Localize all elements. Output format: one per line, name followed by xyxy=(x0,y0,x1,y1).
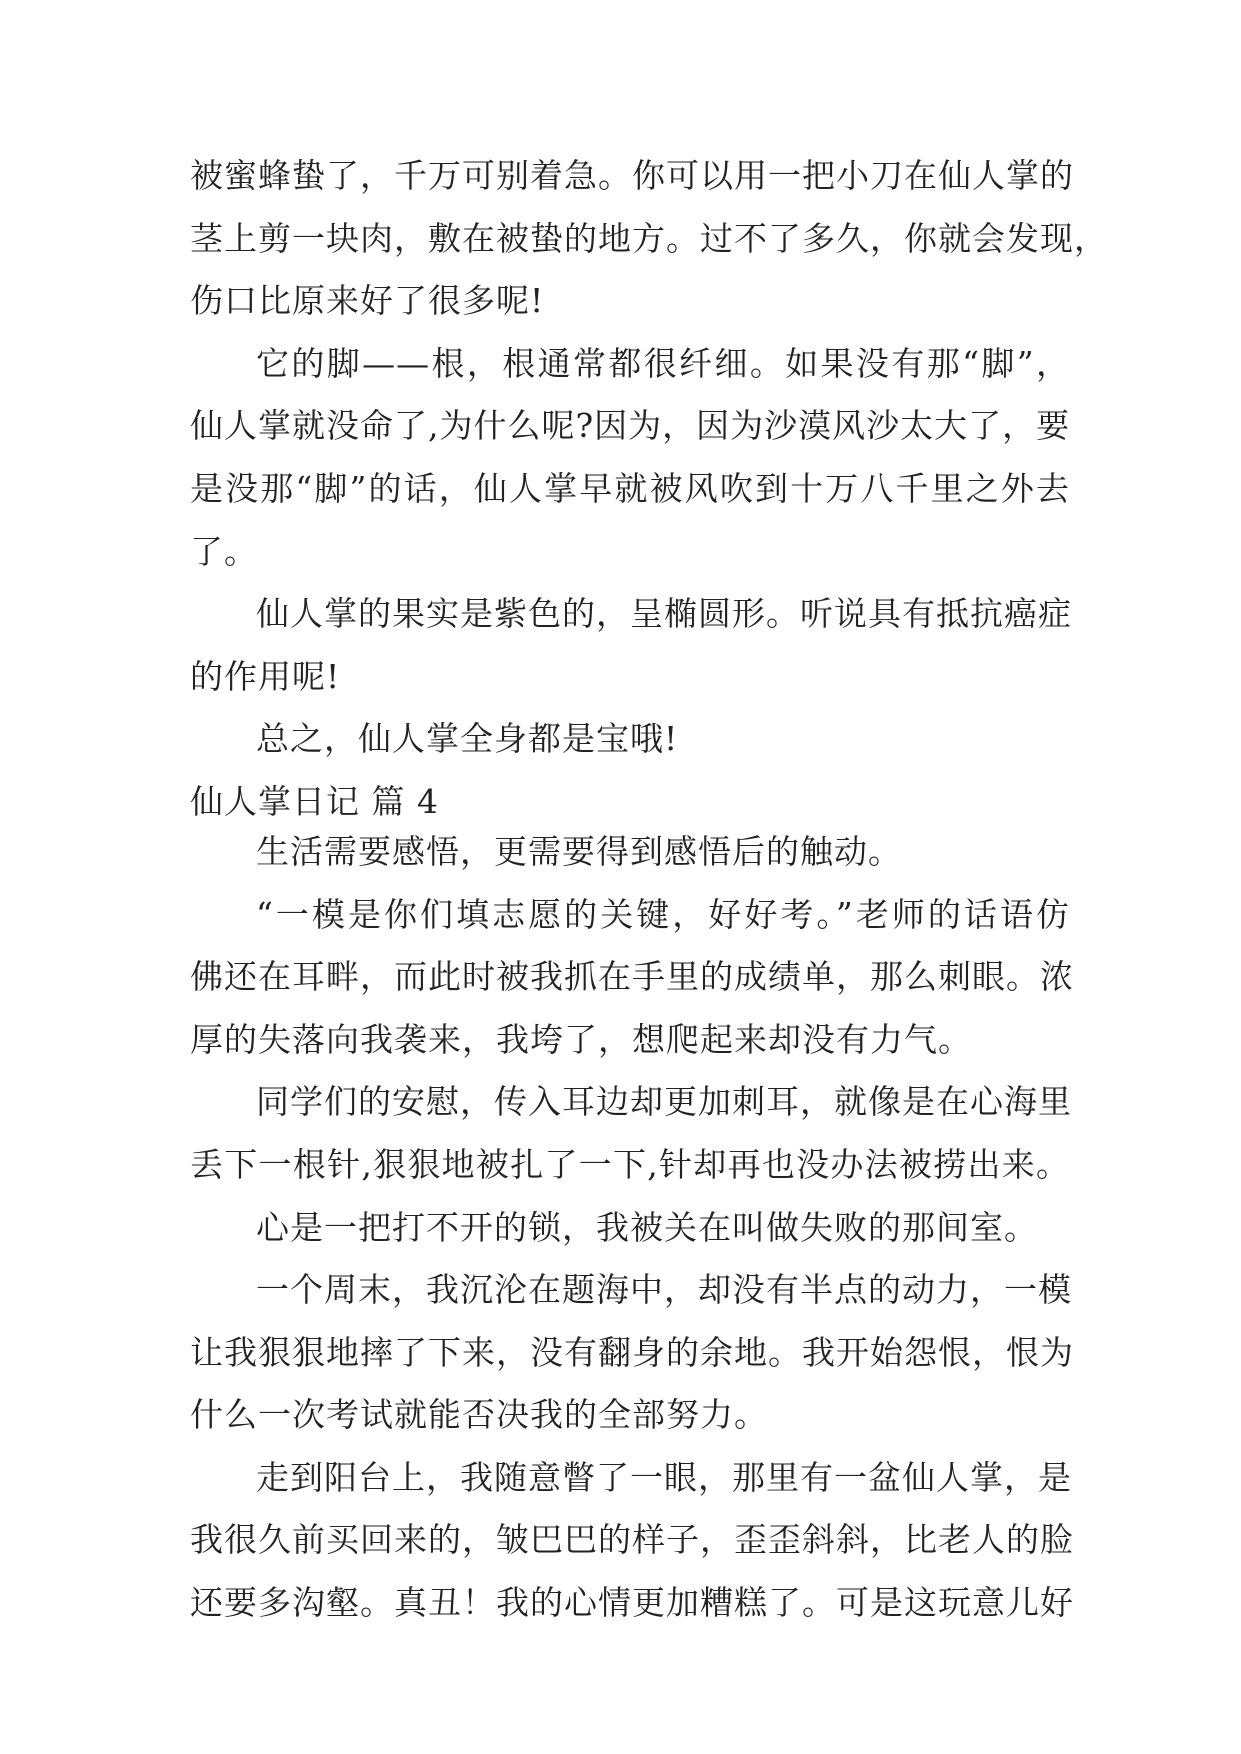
text-line: 心是一把打不开的锁，我被关在叫做失败的那间室。 xyxy=(256,1207,1038,1247)
text-line: 被蜜蜂蛰了，千万可别着急。你可以用一把小刀在仙人掌的 xyxy=(190,156,1074,195)
text-line: 的作用呢! xyxy=(190,656,341,696)
text-line: 让我狠狠地摔了下来，没有翻身的余地。我开始怨恨，恨为 xyxy=(190,1332,1074,1372)
text-line: 仙人掌的果实是紫色的，呈椭圆形。听说具有抵抗癌症 xyxy=(256,594,1072,634)
text-line: 同学们的安慰，传入耳边却更加刺耳，就像是在心海里 xyxy=(256,1082,1072,1122)
document-body xyxy=(190,155,1108,1645)
text-line: 什么一次考试就能否决我的全部努力。 xyxy=(190,1395,768,1435)
text-line: 厚的失落向我袭来，我垮了，想爬起来却没有力气。 xyxy=(190,1019,972,1059)
text-line: 总之，仙人掌全身都是宝哦! xyxy=(256,719,679,759)
text-line: 茎上剪一块肉，敷在被蛰的地方。过不了多久，你就会发现， xyxy=(190,218,1108,258)
text-line: 生活需要感悟，更需要得到感悟后的触动。 xyxy=(256,831,902,871)
text-line: 走到阳台上，我随意瞥了一眼，那里有一盆仙人掌，是 xyxy=(256,1457,1072,1497)
text-line: 了。 xyxy=(190,531,258,571)
text-line: 丢下一根针,狠狠地被扎了一下,针却再也没办法被捞出来。 xyxy=(190,1144,1070,1184)
text-line: 是没那“脚”的话，仙人掌早就被风吹到十万八千里之外去 xyxy=(190,468,1070,508)
text-line: 佛还在耳畔，而此时被我抓在手里的成绩单，那么刺眼。浓 xyxy=(190,957,1074,997)
text-line: 我很久前买回来的，皱巴巴的样子，歪歪斜斜，比老人的脸 xyxy=(190,1520,1074,1560)
text-line: 仙人掌就没命了,为什么呢?因为，因为沙漠风沙太大了，要 xyxy=(190,406,1071,446)
section-heading: 仙人掌日记 篇 4 xyxy=(190,781,439,821)
text-line: 还要多沟壑。真丑！我的心情更加糟糕了。可是这玩意儿好 xyxy=(190,1583,1074,1623)
text-line: 它的脚——根，根通常都很纤细。如果没有那“脚”， xyxy=(256,343,1070,383)
text-line: 伤口比原来好了很多呢! xyxy=(190,281,545,321)
text-line: 一个周末，我沉沦在题海中，却没有半点的动力，一模 xyxy=(256,1270,1072,1310)
text-line: “一模是你们填志愿的关键，好好考。”老师的话语仿 xyxy=(256,894,1070,934)
